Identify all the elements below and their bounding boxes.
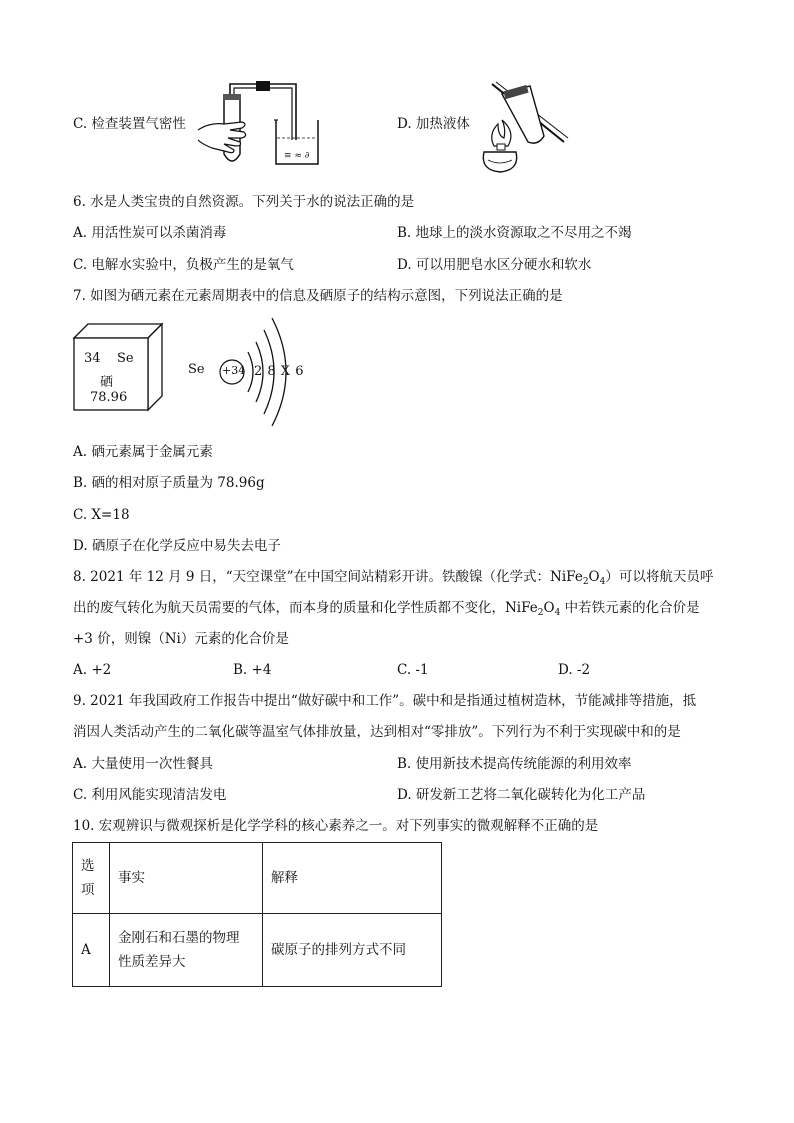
q7-stem: 7. 如图为硒元素在元素周期表中的信息及硒原子的结构示意图，下列说法正确的是 — [73, 288, 563, 304]
q8-stem-line3: +3 价，则镍（Ni）元素的化合价是 — [73, 631, 289, 647]
row-fact-cell: 金刚石和石墨的物理 性质差异大 — [110, 914, 263, 987]
q6-option-c: C. 电解水实验中，负极产生的是氧气 — [73, 257, 294, 273]
element-atomic-number: 34 — [84, 351, 101, 366]
table-header-row — [73, 843, 442, 914]
q6-option-a: A. 用活性炭可以杀菌消毒 — [73, 225, 227, 241]
q9-option-d: D. 研发新工艺将二氧化碳转化为化工产品 — [397, 787, 646, 803]
svg-text:≡ ≈ ∂: ≡ ≈ ∂ — [284, 151, 310, 161]
q9-option-b: B. 使用新技术提高传统能源的利用效率 — [397, 756, 632, 772]
atom-nucleus-charge: +34 — [222, 364, 246, 377]
airtightness-check-figure — [196, 78, 326, 170]
q9-option-c: C. 利用风能实现清洁发电 — [73, 787, 227, 803]
q7-option-a: A. 硒元素属于金属元素 — [73, 444, 213, 460]
q6-option-b: B. 地球上的淡水资源取之不尽用之不竭 — [397, 225, 632, 241]
header-option-cell: 选 项 — [73, 843, 110, 914]
q7-option-c: C. X=18 — [73, 507, 130, 523]
q8-option-a: A. +2 — [73, 662, 112, 678]
q8-option-b: B. +4 — [233, 662, 272, 678]
heating-liquid-figure — [472, 80, 570, 180]
q8-stem-line1: 8. 2021 年 12 月 9 日，“天空课堂”在中国空间站精彩开讲。铁酸镍（化学式：$NiFe_2O_4$）可以将航天员呼 — [73, 569, 714, 587]
q9-stem-line1: 9. 2021 年我国政府工作报告中提出“做好碳中和工作”。碳中和是指通过植树造林，节能减排等措施，抵 — [73, 693, 697, 709]
element-relative-mass: 78.96 — [90, 390, 128, 405]
q10-table — [72, 842, 442, 987]
header-explanation-cell: 解释 — [263, 843, 442, 914]
q7-option-b: B. 硒的相对原子质量为 78.96g — [73, 475, 265, 491]
q6-option-d: D. 可以用肥皂水区分硬水和软水 — [397, 257, 592, 273]
q8-stem-line2: 出的废气转化为航天员需要的气体，而本身的质量和化学性质都不变化，$NiFe_2O_4$ 中若铁元素的化合价是 — [73, 600, 700, 618]
q7-option-d: D. 硒原子在化学反应中易失去电子 — [73, 538, 281, 554]
q8-option-d: D. -2 — [558, 662, 591, 678]
element-name: 硒 — [100, 375, 114, 390]
q9-stem-line2: 消因人类活动产生的二氧化碳等温室气体排放量，达到相对“零排放”。下列行为不利于实现碳中和的是 — [73, 724, 681, 740]
row-explanation-cell: 碳原子的排列方式不同 — [263, 914, 442, 987]
element-symbol: Se — [117, 351, 134, 366]
q8-option-c: C. -1 — [397, 662, 429, 678]
atom-electron-shells: 2 8 X 6 — [254, 364, 304, 379]
atom-diagram-symbol: Se — [188, 362, 205, 377]
q5-option-c: C. 检查装置气密性 — [73, 116, 186, 132]
q5-option-d: D. 加热液体 — [397, 116, 470, 132]
q6-stem: 6. 水是人类宝贵的自然资源。下列关于水的说法正确的是 — [73, 194, 415, 210]
table-row — [73, 914, 442, 987]
q10-stem: 10. 宏观辨识与微观探析是化学学科的核心素养之一。对下列事实的微观解释不正确的是 — [73, 818, 599, 834]
q9-option-a: A. 大量使用一次性餐具 — [73, 756, 213, 772]
row-option-cell: A — [73, 914, 110, 987]
header-fact-cell: 事实 — [110, 843, 263, 914]
